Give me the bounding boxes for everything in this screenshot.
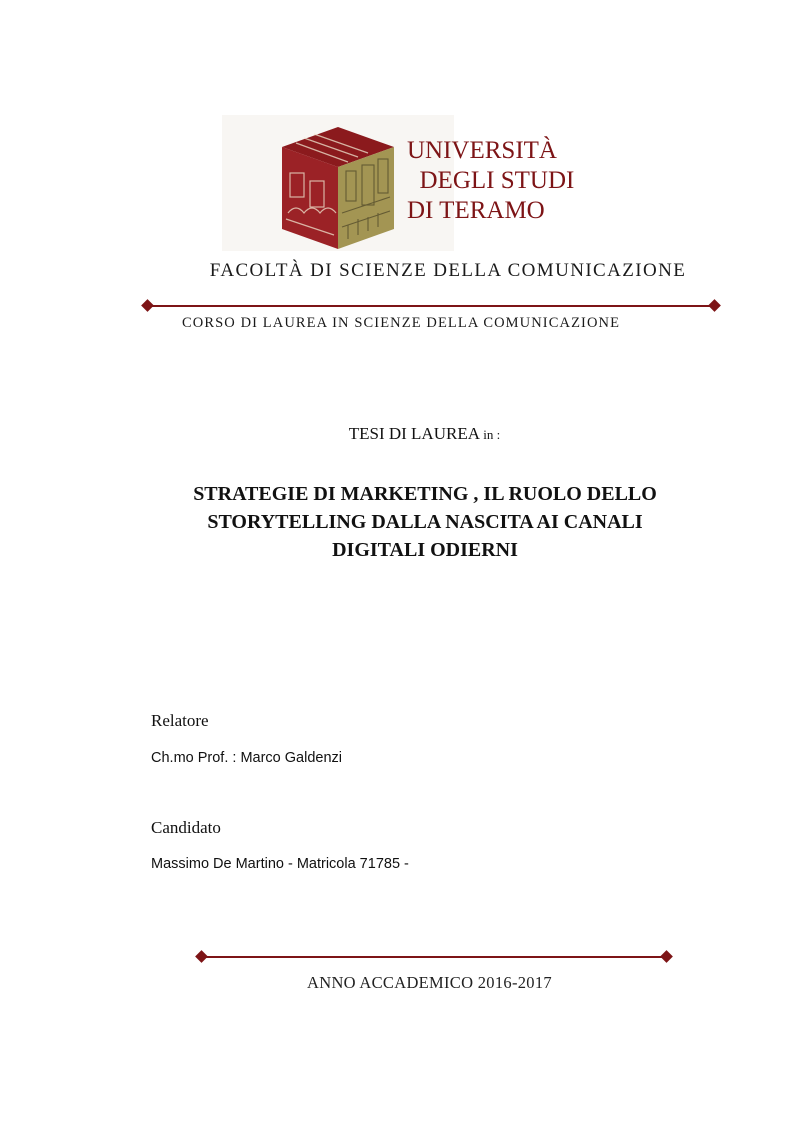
faculty-title	[0, 260, 794, 282]
academic-year: ANNO ACCADEMICO 2016-2017	[307, 973, 552, 992]
university-name	[407, 136, 574, 226]
course-title: CORSO DI LAUREA IN SCIENZE DELLA COMUNICAZIONE	[182, 315, 621, 331]
thesis-title-line-2: STORYTELLING DALLA NASCITA AI CANALI	[207, 511, 643, 533]
thesis-label-text: TESI DI LAUREA	[348, 424, 480, 443]
thesis-title-line-3: DIGITALI ODIERNI	[332, 539, 518, 561]
bottom-divider	[195, 950, 673, 964]
thesis-label	[0, 424, 794, 444]
university-name-line-3: DI TERAMO	[407, 197, 545, 224]
relatore-label: Relatore	[151, 711, 209, 730]
university-name-line-2: DEGLI STUDI	[407, 167, 575, 194]
candidato-value: Massimo De Martino - Matricola 71785 -	[151, 856, 409, 872]
faculty-title-text: FACOLTÀ DI SCIENZE DELLA COMUNICAZIONE	[209, 260, 687, 281]
university-cube-logo-icon	[278, 123, 398, 251]
university-name-line-1: UNIVERSITÀ	[407, 137, 557, 164]
top-divider	[141, 299, 721, 313]
relatore-value: Ch.mo Prof. : Marco Galdenzi	[151, 750, 342, 766]
thesis-label-suffix: in :	[483, 427, 501, 442]
thesis-title	[140, 480, 710, 564]
thesis-title-line-1: STRATEGIE DI MARKETING , IL RUOLO DELLO	[193, 483, 657, 505]
candidato-label: Candidato	[151, 818, 221, 837]
